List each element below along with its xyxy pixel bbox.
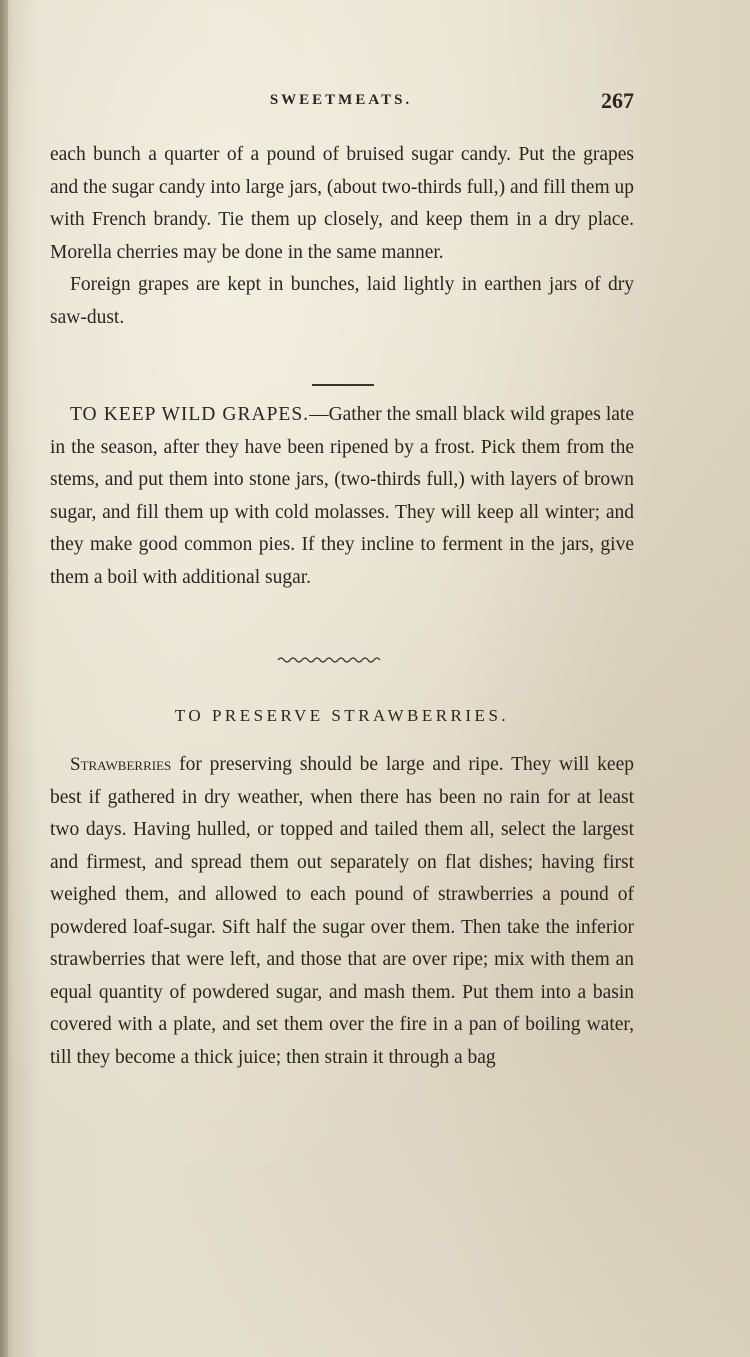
- paragraph-wild-grapes: [50, 399, 634, 594]
- page-number: 267: [601, 88, 634, 113]
- section-heading-strawberries: TO PRESERVE STRAWBERRIES.: [174, 706, 510, 725]
- running-title: SWEETMEATS.: [269, 92, 413, 108]
- section-wild-grapes: [50, 399, 634, 594]
- paragraph-grapes-brandy: each bunch a quarter of a pound of bruised sugar candy. Put the grapes and the sugar candy into large jars, (about two-thirds full,) and fill them up with French brandy. Tie them up closely, and keep them in a dry place. Morella cherries may be done in the same manner.: [50, 144, 634, 263]
- ornamental-wavy-divider: [276, 655, 386, 665]
- strawberries-body: for preserving should be large and ripe. They will keep best if gathered in dry weather, when there has been no rain for at least two days. Having hulled, or topped and tailed them all, select the largest and firmest, and spread them out separately on flat dishes; having first weighed them, and allowed to each pound of strawberries a pound of powdered loaf-sugar. Sift half the sugar over them. Then take the inferior strawberries that were left, and those that are over ripe; mix with them an equal quantity of powdered sugar, and mash them. Put them into a basin covered with a plate, and set them over the fire in a pan of boiling water, till they become a thick juice; then strain it through a bag: [50, 754, 634, 1068]
- page-spine-edge: [0, 0, 8, 1357]
- section-strawberries: [50, 749, 634, 1074]
- section-divider-rule: [312, 384, 374, 386]
- wild-grapes-body: —Gather the small black wild grapes late in the season, after they have been ripened by a frost. Pick them from the stems, and put them into stone jars, (two-thirds full,) with layers of brown sugar, and fill them up with cold molasses. They will keep all winter; and they make good common pies. If they incline to ferment in the jars, give them a boil with additional sugar.: [50, 404, 635, 588]
- paragraph-strawberries: [50, 749, 634, 1074]
- strawberries-lead-word: Strawberries: [70, 754, 172, 775]
- section-grapes-continued: [50, 139, 634, 334]
- wild-grapes-title: TO KEEP WILD GRAPES.: [70, 404, 310, 425]
- paragraph-foreign-grapes: Foreign grapes are kept in bunches, laid lightly in earthen jars of dry saw-dust.: [50, 274, 634, 328]
